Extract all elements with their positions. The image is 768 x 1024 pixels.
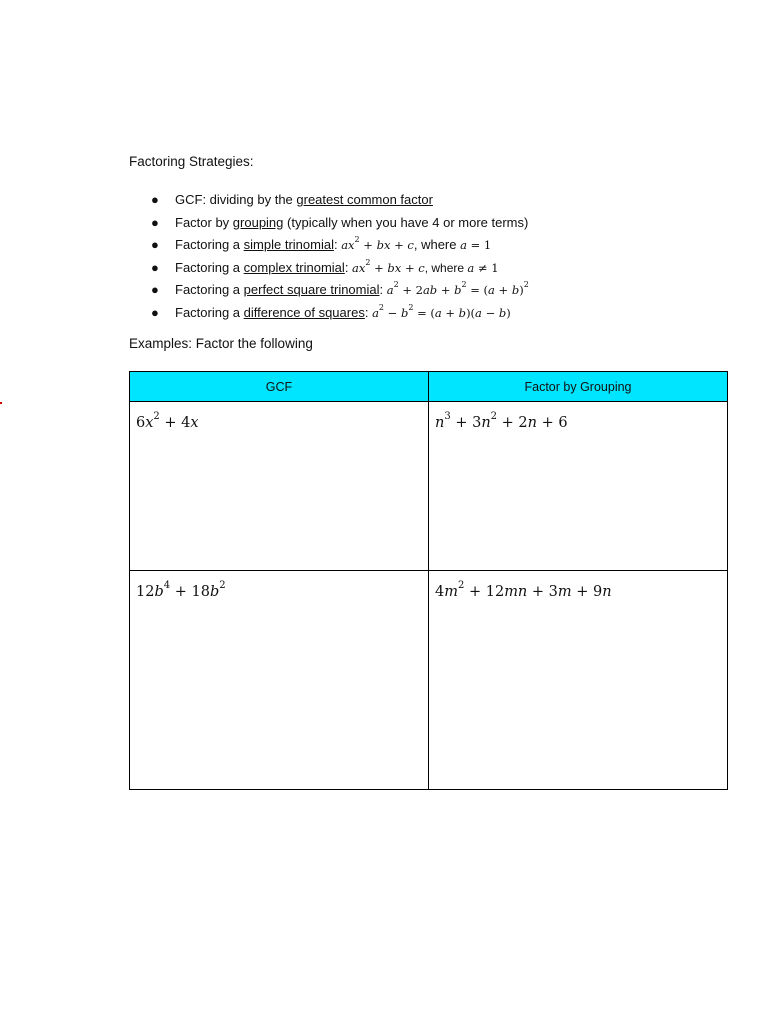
strategy-list — [150, 189, 529, 325]
problem-cell[interactable] — [429, 402, 728, 571]
strategy-text: Factoring a — [175, 237, 244, 253]
bullet-icon: ● — [151, 282, 159, 298]
strategy-text: Factor by — [175, 214, 233, 230]
bullet-icon: ● — [151, 304, 159, 320]
strategy-term: greatest common factor — [296, 192, 433, 207]
strategy-item-difference-of-squares — [150, 302, 529, 325]
strategy-item-simple-trinomial — [150, 234, 529, 257]
problem-expression: $12b^4 + 18b^2$ — [136, 580, 226, 600]
stray-mark — [0, 402, 2, 404]
strategy-text: Factoring a — [175, 259, 244, 275]
strategy-text-after: : — [344, 259, 353, 275]
strategy-item-complex-trinomial — [150, 257, 529, 280]
problem-expression: $4m^2 + 12mn + 3m + 9n$ — [435, 580, 612, 600]
strategy-formula: $ax^2$ + bx + c, where a = 1 — [341, 235, 492, 253]
strategy-item-grouping — [150, 212, 529, 235]
strategy-text: GCF: dividing by the — [175, 192, 297, 207]
strategy-text: Factoring a — [175, 282, 244, 298]
bullet-icon: ● — [151, 237, 159, 253]
strategy-formula: $a^2 - b^2 = (a + b)(a - b)$ — [372, 302, 511, 320]
strategy-formula: $a^2 + 2ab + b^2 = (a + b)^2$ — [386, 280, 529, 298]
strategy-item-gcf — [150, 189, 529, 212]
strategy-formula: $ax^2$ + bx + c, where a ≠ 1 — [352, 257, 499, 275]
strategy-text-after: : — [364, 304, 373, 320]
header-gcf: GCF — [130, 372, 429, 402]
strategy-text-after: : — [379, 282, 387, 298]
strategy-item-perfect-square — [150, 279, 529, 302]
problem-cell[interactable] — [429, 571, 728, 790]
strategy-term: grouping — [232, 214, 284, 230]
bullet-icon: ● — [151, 192, 159, 207]
strategy-term: complex trinomial — [243, 259, 345, 275]
strategy-text-after: : — [333, 237, 342, 253]
examples-table — [129, 371, 728, 790]
problem-cell[interactable] — [130, 402, 429, 571]
strategy-text: Factoring a — [175, 304, 244, 320]
page-heading: Factoring Strategies: — [129, 154, 254, 169]
strategy-term: difference of squares — [243, 304, 365, 320]
strategy-term: simple trinomial — [243, 237, 334, 253]
header-factor-by-grouping: Factor by Grouping — [429, 372, 728, 402]
strategy-term: perfect square trinomial — [243, 282, 380, 298]
problem-expression: $n^3 + 3n^2 + 2n + 6$ — [435, 411, 568, 431]
strategy-text-after: (typically when you have 4 or more terms) — [283, 214, 529, 230]
bullet-icon: ● — [151, 259, 159, 275]
examples-label: Examples: Factor the following — [129, 336, 313, 351]
bullet-icon: ● — [151, 214, 159, 230]
problem-expression: $6x^2 + 4x$ — [136, 411, 199, 431]
problem-cell[interactable] — [130, 571, 429, 790]
